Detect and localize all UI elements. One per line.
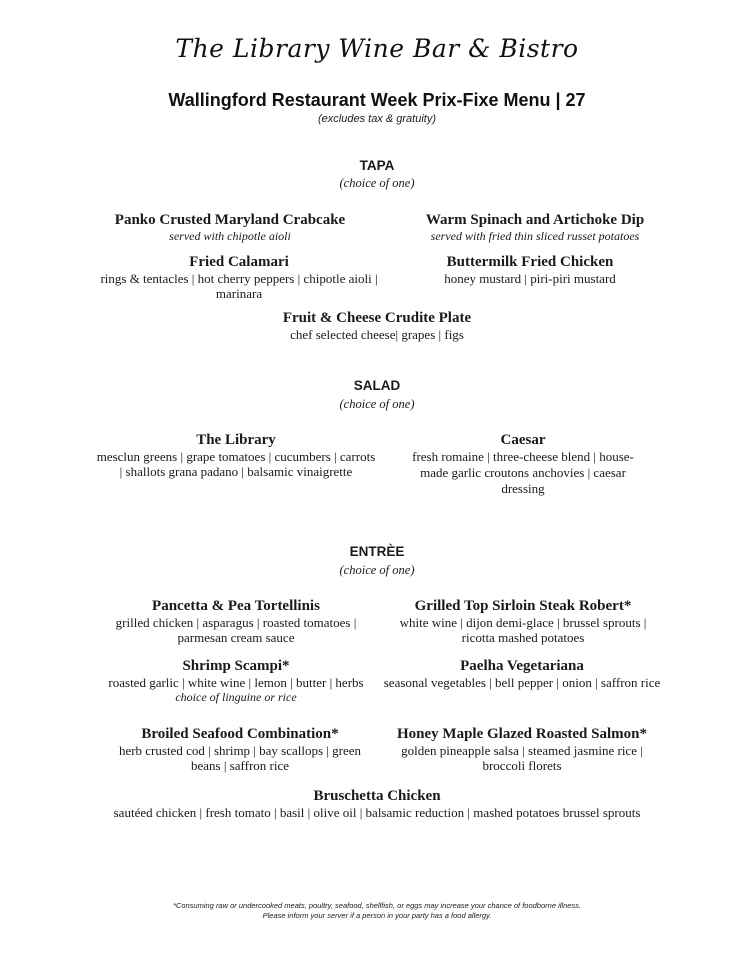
item-description: rings & tentacles | hot cherry peppers | chipotle aioli | marinara xyxy=(100,271,378,301)
item-name: The Library xyxy=(196,432,276,448)
section-heading-entree: ENTRÈE xyxy=(349,544,405,559)
item-name: Fruit & Cheese Crudite Plate xyxy=(282,310,472,326)
item-name: Caesar xyxy=(500,432,546,448)
item-description: served with chipotle aioli xyxy=(169,229,291,243)
item-description: herb crusted cod | shrimp | bay scallops | green beans | saffron rice xyxy=(118,743,362,773)
menu-item xyxy=(227,310,527,342)
menu-item xyxy=(380,658,664,690)
item-name: Buttermilk Fried Chicken xyxy=(446,254,614,270)
item-description: honey mustard | piri-piri mustard xyxy=(444,271,616,286)
menu-item xyxy=(410,432,636,497)
item-description: white wine | dijon demi-glace | brussel sprouts | ricotta mashed potatoes xyxy=(399,615,647,645)
menu-item xyxy=(385,212,685,244)
menu-item xyxy=(108,726,372,773)
section-heading-salad: SALAD xyxy=(353,378,401,393)
menu-item xyxy=(96,432,376,479)
item-name: Shrimp Scampi* xyxy=(182,658,290,674)
section-heading-tapa: TAPA xyxy=(359,158,395,173)
disclaimer-line: Please inform your server if a person in your party has a food allergy. xyxy=(262,911,492,920)
item-description: chef selected cheese| grapes | figs xyxy=(290,327,464,342)
menu-item xyxy=(96,254,382,301)
item-note: choice of linguine or rice xyxy=(175,690,297,704)
item-description: mesclun greens | grape tomatoes | cucumbers | carrots | shallots grana padano | balsamic vinaigrette xyxy=(96,449,376,479)
menu-item xyxy=(90,212,370,244)
item-description: golden pineapple salsa | steamed jasmine rice | broccoli florets xyxy=(401,743,643,773)
item-description: seasonal vegetables | bell pepper | onion | saffron rice xyxy=(383,675,661,690)
item-name: Honey Maple Glazed Roasted Salmon* xyxy=(397,726,647,742)
menu-item xyxy=(400,254,660,286)
section-choice-salad: (choice of one) xyxy=(339,397,415,411)
menu-title: Wallingford Restaurant Week Prix-Fixe Menu | 27 xyxy=(168,90,586,110)
allergy-disclaimer xyxy=(0,901,754,921)
item-name: Broiled Seafood Combination* xyxy=(141,726,339,742)
menu-item xyxy=(383,598,663,645)
item-description: served with fried thin sliced russet potatoes xyxy=(430,229,640,243)
item-description: roasted garlic | white wine | lemon | butter | herbs xyxy=(108,675,364,690)
item-description: fresh romaine | three-cheese blend | house-made garlic croutons anchovies | caesar dressing xyxy=(412,449,634,496)
item-name: Bruschetta Chicken xyxy=(313,788,441,804)
menu-item xyxy=(104,658,368,705)
section-choice-entree: (choice of one) xyxy=(339,563,415,577)
restaurant-logo: The Library Wine Bar & Bistro xyxy=(175,34,579,63)
item-name: Pancetta & Pea Tortellinis xyxy=(152,598,320,614)
item-name: Panko Crusted Maryland Crabcake xyxy=(114,212,346,228)
item-name: Grilled Top Sirloin Steak Robert* xyxy=(414,598,632,614)
menu-item xyxy=(96,598,376,645)
item-name: Fried Calamari xyxy=(189,254,289,270)
disclaimer-line: *Consuming raw or undercooked meats, poultry, seafood, shellfish, or eggs may increase your chance of foodborne illness. xyxy=(173,901,581,910)
item-description: grilled chicken | asparagus | roasted tomatoes | parmesan cream sauce xyxy=(115,615,357,645)
menu-item xyxy=(100,788,654,821)
item-description: sautéed chicken | fresh tomato | basil | olive oil | balsamic reduction | mashed potatoes brussel sprouts xyxy=(113,805,641,820)
item-name: Warm Spinach and Artichoke Dip xyxy=(425,212,645,228)
menu-item xyxy=(380,726,664,773)
item-name: Paelha Vegetariana xyxy=(460,658,584,674)
tax-note: (excludes tax & gratuity) xyxy=(318,113,436,125)
section-choice-tapa: (choice of one) xyxy=(339,176,415,190)
